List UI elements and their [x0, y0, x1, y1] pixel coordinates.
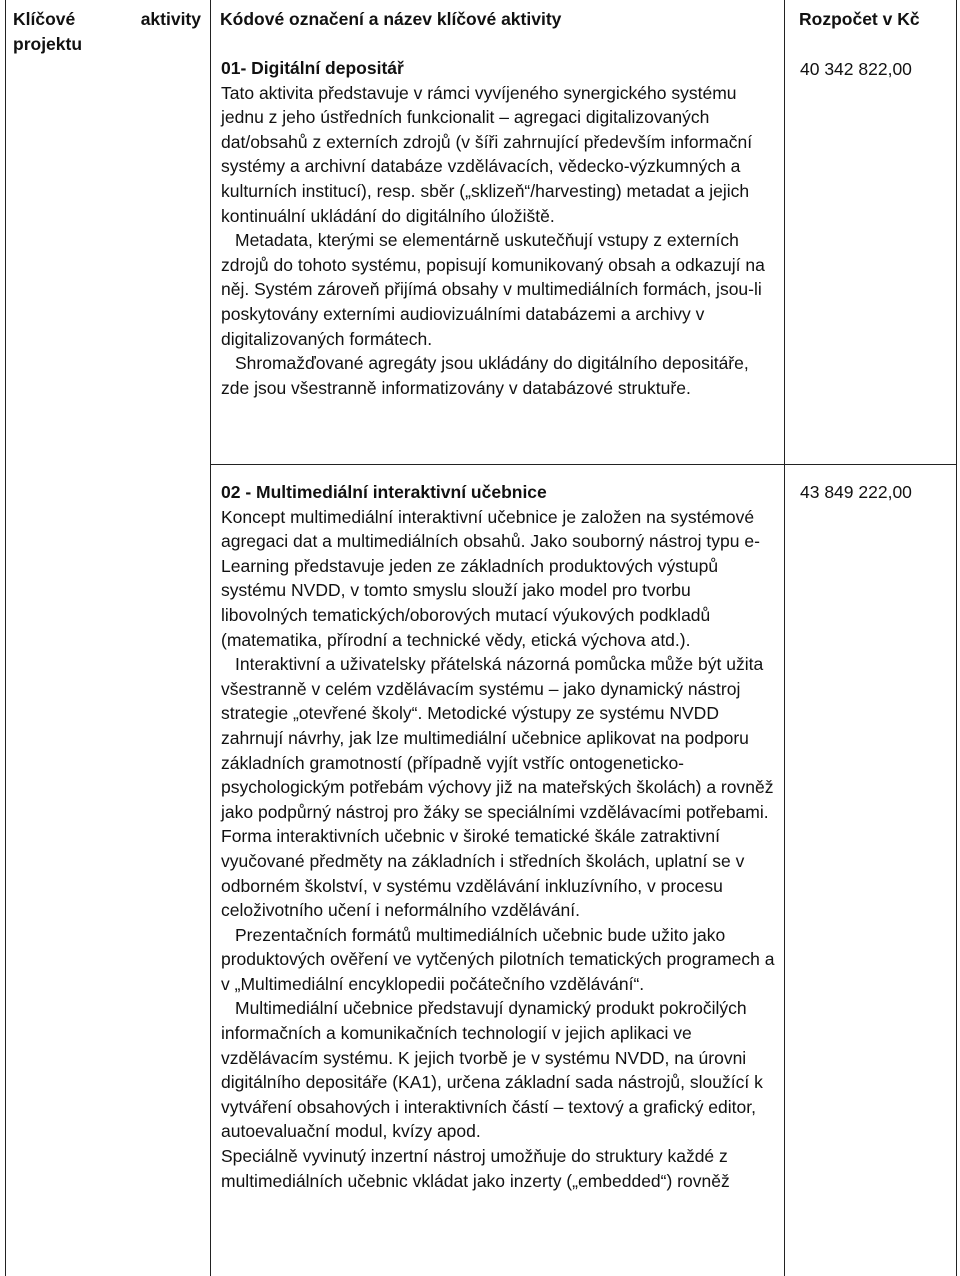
activity-02-paragraph: Koncept multimediální interaktivní učebnice je založen na systémové agregaci dat a multimediálních obsahů. Jako souborný nástroj typu e-Learning představuje jeden ze základních produktových výstupů systému NVDD, v tomto smyslu slouží jako model pro tvorbu libovolných tematických/oborových mutací výukových podkladů (matematika, přírodní a technické vědy, etická výchova atd.). — [221, 506, 760, 650]
table-border-right — [956, 0, 957, 1276]
header-key-activities — [13, 7, 205, 56]
activity-01-paragraph: Shromažďované agregáty jsou ukládány do digitálního depositáře, zde jsou všestranně informatizovány v databázové struktuře. — [221, 353, 749, 398]
table-border-left — [5, 0, 6, 1276]
activity-02-paragraph: Speciálně vyvinutý inzertní nástroj umožňuje do struktury každé z multimediálních učebnic vkládat jako inzerty („embedded“) rovněž — [221, 1146, 730, 1191]
activity-01-paragraph: Metadata, kterými se elementárně uskutečňují vstupy z externích zdrojů do tohoto systému, popisují komunikovaný obsah a odkazují na něj. Systém zároveň přijímá obsahy v multimediálních formách, jsou-li poskytovány externími audiovizuálními databázemi a archivy v digitalizovaných formátech. — [221, 230, 765, 349]
activity-01-cell — [221, 56, 781, 400]
activity-02-paragraph: Interaktivní a uživatelsky přátelská názorná pomůcka může být užita všestranně v celém vzdělávacím systému – jako dynamický nástroj strategie „otevřené školy“. Metodické výstupy ze systému NVDD zahrnují návrhy, jak lze multimediální učebnice aplikovat na podporu základních gramotností (případně vyjít vstříc ontogeneticko-psychologickým potřebám výchovy již na mateřských školách) a rovněž jako podpůrný nástroj pro žáky se speciálními vzdělávacími potřebami. Forma interaktivních učebnic v široké tematické škále zatraktivní vyučované předměty na základních i středních školách, uplatní se v odborném školství, v systému vzdělávání inkluzívního, v procesu celoživotního učení i neformálního vzdělávání. — [221, 654, 774, 921]
activity-02-budget: 43 849 222,00 — [800, 482, 912, 502]
activity-02-paragraph: Prezentačních formátů multimediálních učebnic bude užito jako produktových ověření ve vytčených pilotních tematických programech a v „Multimediální encyklopedii počátečního vzdělávání“. — [221, 924, 775, 994]
activity-01-title: 01- Digitální depositář — [221, 58, 404, 78]
header-key-word: Klíčové — [13, 9, 76, 29]
table-column-divider — [784, 0, 785, 1276]
table-row-divider — [210, 464, 957, 465]
activity-01-paragraph: Tato aktivita představuje v rámci vyvíjeného synergického systému jednu z jeho ústředních funkcionalit – agregaci digitalizovaných dat/obsahů z externích zdrojů (v šíři zahrnující především informační systémy a archivní databáze vzdělávacích, vědecko-výzkumných a kulturních institucí), resp. sběr („sklizeň“/harvesting) metadat a jejich kontinuální ukládání do digitálního úložiště. — [221, 82, 753, 226]
activity-02-title: 02 - Multimediální interaktivní učebnice — [221, 482, 547, 502]
header-activities-word: aktivity — [140, 9, 201, 29]
table-column-divider — [210, 0, 211, 1276]
activity-02-cell — [221, 480, 781, 1193]
activity-01-budget: 40 342 822,00 — [800, 59, 912, 79]
activity-02-paragraph: Multimediální učebnice představují dynamický produkt pokročilých informačních a komunikačních technologií v jejich aplikaci ve vzdělávacím systému. K jejich tvorbě je v systému NVDD, na úrovni digitálního depositáře (KA1), určena základní sada nástrojů, sloužící k vytváření obsahových i interaktivních částí – textový a grafický editor, autoevaluační modul, kvízy apod. — [221, 998, 763, 1142]
header-activity-name: Kódové označení a název klíčové aktivity — [220, 9, 562, 29]
header-budget: Rozpočet v Kč — [799, 9, 920, 29]
header-project-word: projektu — [13, 33, 83, 54]
